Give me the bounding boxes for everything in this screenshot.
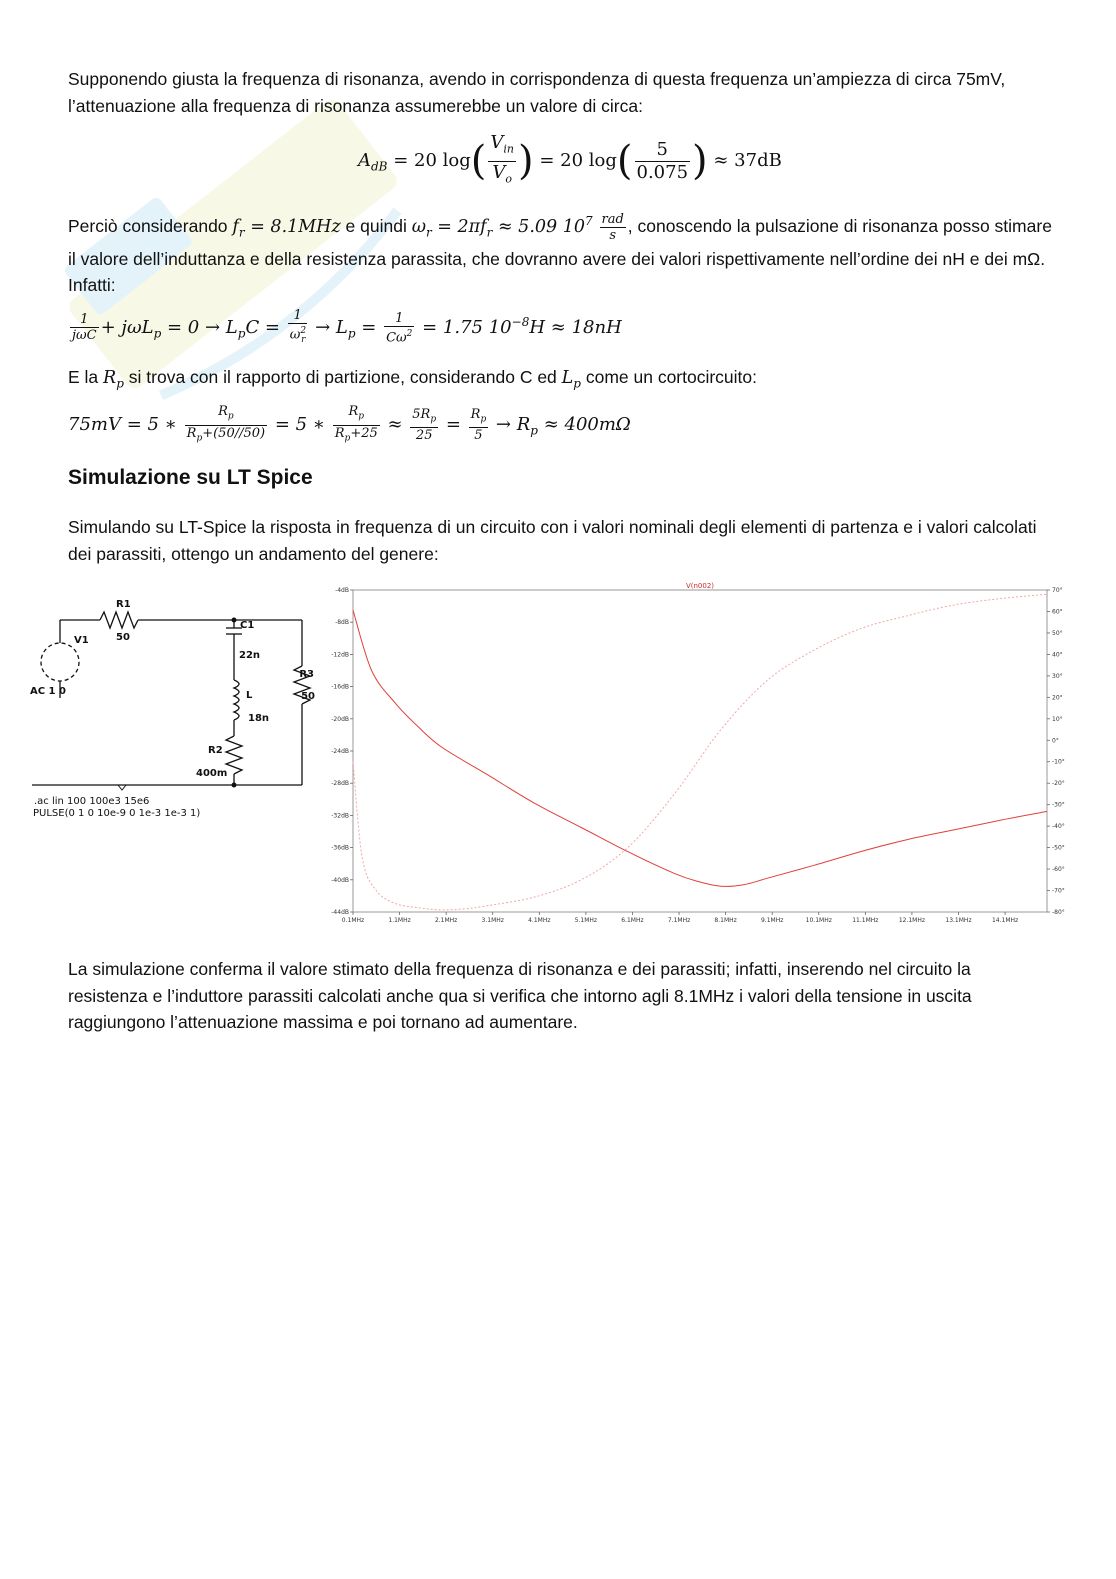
ground-marker [118,785,126,790]
equation-resistance: 75mV = 5 ∗ $\frac{R_p}{R_p+(50//50)}$ = 5 ∗ $\frac{R_p}{R_p+25}$ ≈ $\frac{5R_p}{25}$ = $\frac{R_p}{5}$ → $R_p \approx 400m\Omega$ [68,404,631,444]
paragraph-simulation-intro: Simulando su LT-Spice la risposta in frequenza di un circuito con i valori nominali degli elementi di partenza e i valori calcolati dei parassiti, ottengo un andamento del genere: [68,517,1037,564]
node-dot-bottom [232,783,237,788]
equation-attenuation: $A_{dB} = 20$ log( $\frac{V_{in}}{V_o}$ ) = 20 log( $\frac{5}{0.075}$ ) ≈ 37dB [358,132,782,186]
x-tick-label: 1.1MHz [388,917,411,923]
x-tick-label: 4.1MHz [528,917,551,923]
y-right-tick-label: 20° [1052,694,1063,702]
inductor-l [234,680,239,720]
y-right-tick-label: 30° [1052,672,1063,680]
y-left-tick-label: -36dB [331,844,349,852]
y-right-tick-label: -20° [1052,780,1065,788]
y-left-tick-label: -32dB [331,812,349,820]
y-left-tick-label: -8dB [335,619,349,627]
paragraph-resonance-intro: Supponendo giusta la frequenza di risonanza, avendo in corrispondenza di questa frequenza un’ampiezza di circa 75mV, l’attenuazione alla frequenza di risonanza assumerebbe un valore di circa: [68,69,1006,116]
x-tick-label: 11.1MHz [852,917,879,923]
y-right-tick-label: -30° [1052,801,1065,809]
x-tick-label: 3.1MHz [481,917,504,923]
plot-title: V(n002) [685,582,715,590]
x-tick-label: 0.1MHz [341,917,365,923]
paragraph-partition: E la $R_p$ si trova con il rapporto di partizione, considerando C ed $L_p$ come un cortocircuito: [68,367,758,391]
y-right-tick-label: 50° [1052,629,1063,637]
label-r2-value: 400m [196,768,228,779]
label-r3-value: 50 [301,691,315,702]
x-tick-label: 14.1MHz [991,917,1019,923]
y-right-tick-label: -60° [1052,866,1065,874]
label-l-value: 18n [248,713,270,724]
y-left-tick-label: -20dB [331,715,349,723]
y-right-tick-label: -40° [1052,823,1065,831]
y-left-tick-label: -24dB [331,748,349,755]
label-v1-value: AC 1 0 [30,686,66,697]
node-dot-top [232,618,237,623]
x-tick-label: 9.1MHz [760,917,784,923]
paragraph-conclusion: La simulazione conferma il valore stimato della frequenza di risonanza e dei parassiti; infatti, inserendo nel circuito la resistenza e l’induttore parassiti calcolati anche qua si verifica che intorno agli 8.1MHz i valori della tensione in uscita raggiungono l’attenuazione massima e poi tornano ad aumentare. [68,959,972,1032]
y-right-tick-label: -50° [1052,844,1065,852]
x-tick-label: 2.1MHz [434,917,458,923]
y-left-tick-label: -40dB [331,876,349,884]
equation-inductance: $\frac{1}{\text{jωC}}$ + $j\omega L_p = 0 \to L_pC$ = $\frac{1}{\omega^2_r}$ → $L_p$ = $\frac{1}{C\omega^2}$ = 1.75 $10^{-8}H \approx 18nH$ [72,308,622,346]
ltspice-frequency-plot [327,580,1069,923]
y-left-tick-label: -12dB [331,651,349,659]
y-right-tick-label: 70° [1052,587,1063,594]
resistor-r2 [226,736,242,774]
y-left-tick-label: -44dB [331,909,349,916]
x-tick-label: 7.1MHz [667,917,691,923]
label-c1-name: C1 [240,620,255,631]
label-r3-name: R3 [299,669,314,680]
y-left-tick-label: -4dB [335,587,349,594]
y-left-tick-label: -16dB [331,683,349,691]
x-tick-label: 8.1MHz [714,917,737,923]
paragraph-resonance-estimate: Perciò considerando $f_r = 8.1MHz$ e quindi $\omega_r = 2\pi f_r \approx 5.09$ $10^7$ $\frac{\text{rad}}{s}$ , conoscendo la pulsazione di risonanza posso stimare il valore dell’induttanza e della resistenza parassita, che dovranno avere dei valori rispettivamente nell’ordine dei nH e dei mΩ. Infatti: [68,211,1052,296]
y-right-tick-label: 60° [1052,608,1063,616]
label-r1-name: R1 [116,599,131,610]
y-left-tick-label: -28dB [331,780,349,788]
label-r2-name: R2 [208,745,223,756]
label-l-name: L [246,690,253,701]
y-right-tick-label: -10° [1052,758,1065,766]
y-right-tick-label: 40° [1052,651,1063,659]
label-ac-directive: .ac lin 100 100e3 15e6 [34,796,150,807]
x-tick-label: 6.1MHz [621,917,644,923]
y-right-tick-label: -70° [1052,887,1065,895]
plot-frame [353,590,1047,912]
label-c1-value: 22n [239,650,261,661]
circuit-schematic [28,588,318,823]
x-tick-label: 13.1MHz [945,917,972,923]
label-v1-name: V1 [74,635,89,646]
resistor-r1 [100,612,138,628]
label-r1-value: 50 [116,632,130,643]
voltage-source-v1 [41,643,79,681]
x-tick-label: 12.1MHz [898,917,926,923]
x-tick-label: 10.1MHz [805,917,832,923]
label-pulse-directive: PULSE(0 1 0 10e-9 0 1e-3 1e-3 1) [33,808,201,819]
section-heading-lt-spice: Simulazione su LT Spice [68,466,313,489]
y-right-tick-label: 0° [1052,737,1059,745]
y-right-tick-label: -80° [1052,909,1065,916]
y-right-tick-label: 10° [1052,715,1063,723]
x-tick-label: 5.1MHz [574,917,598,923]
